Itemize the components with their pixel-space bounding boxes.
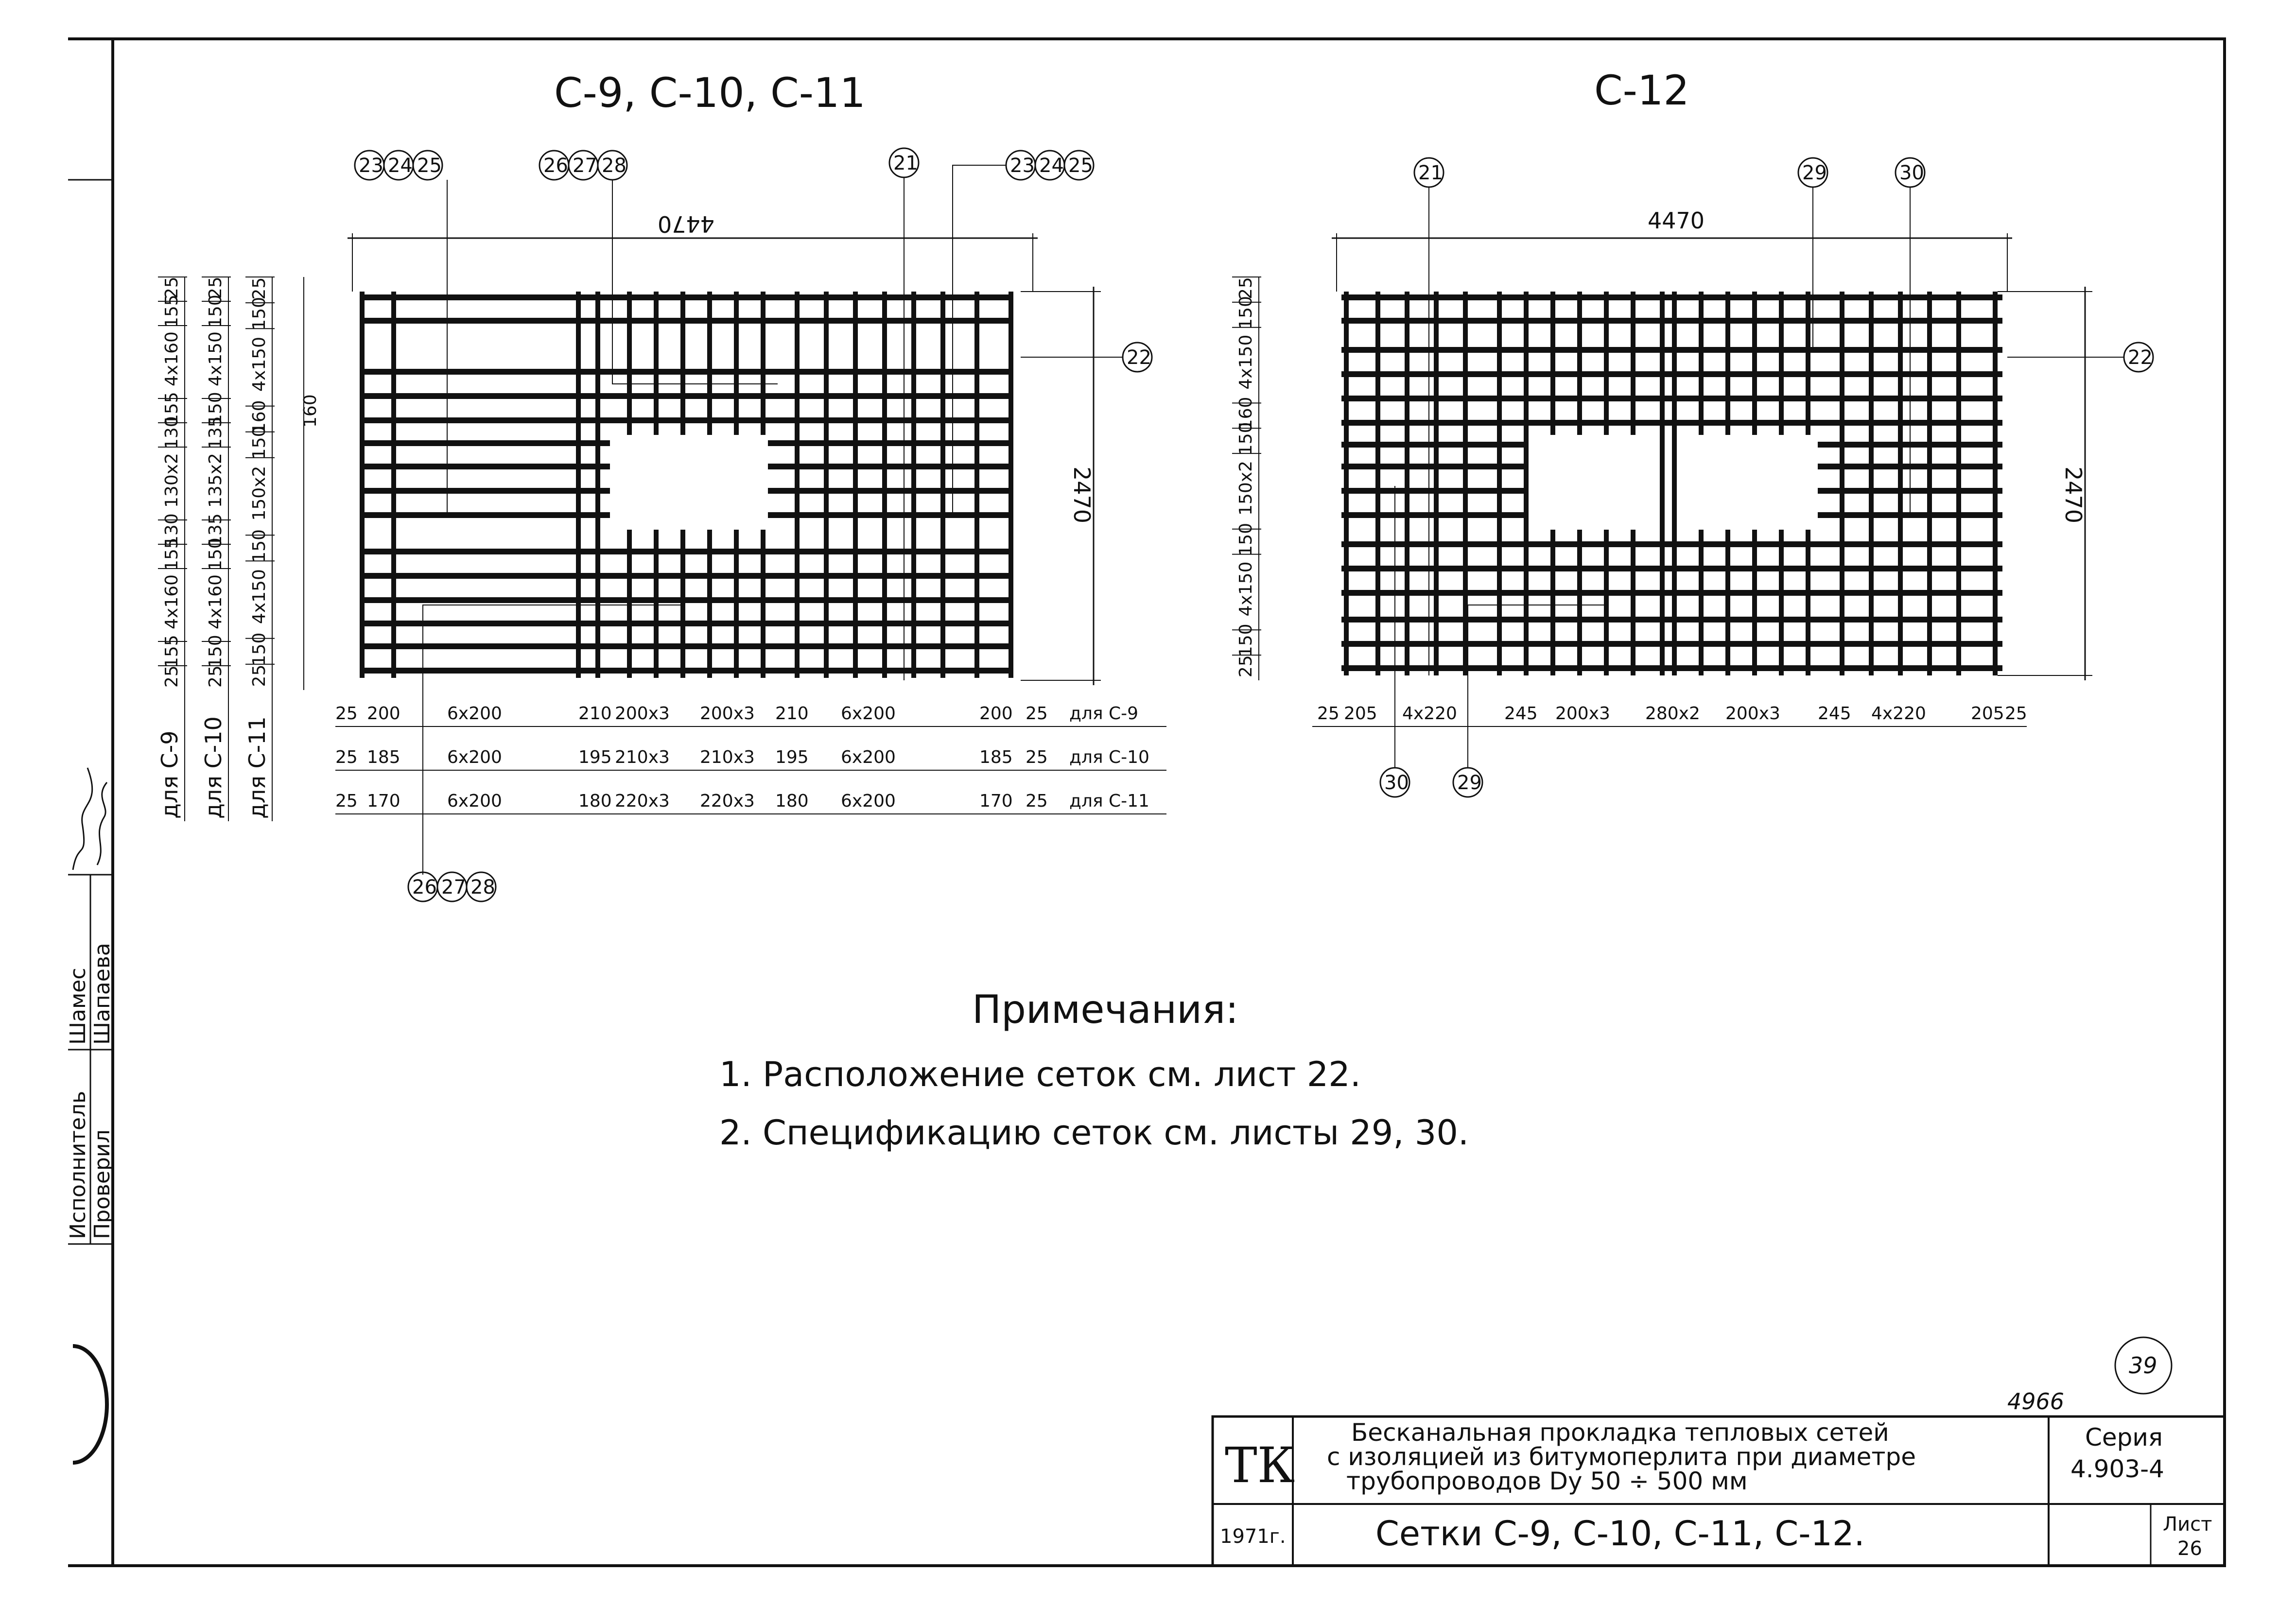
svg-text:28: 28	[470, 876, 495, 899]
svg-text:25: 25	[417, 155, 442, 177]
svg-text:26: 26	[543, 155, 568, 177]
left_vertical_dims.c10-item: 135	[206, 513, 226, 547]
left_horizontal_dims-c9-item: 200x3	[700, 704, 755, 724]
svg-text:39: 39	[2129, 1352, 2157, 1379]
svg-text:22: 22	[1127, 346, 1151, 369]
vdim-label-c10: для С-10	[200, 716, 226, 819]
stamp-name2: Шапаева	[90, 943, 115, 1045]
tb-desc-1: Бесканальная прокладка тепловых сетей	[1351, 1418, 1889, 1447]
left_vertical_dims.c10-item: 25	[206, 276, 226, 299]
left_horizontal_dims-c10-item: 195	[775, 747, 809, 767]
right_vertical_dims-item: 25	[1236, 277, 1256, 299]
svg-text:28: 28	[602, 155, 626, 177]
right_horizontal_dims-item: 4x220	[1402, 704, 1457, 724]
left_vertical_dims.c9-item: 155	[162, 392, 182, 425]
right-callout-side	[2007, 343, 2153, 372]
svg-text:26: 26	[412, 876, 437, 899]
left_horizontal_dims-c11-item: 170	[979, 791, 1013, 811]
left_vertical_dims.c9-item: 25	[162, 276, 182, 299]
left_horizontal_dims-c10-item: 6x200	[447, 747, 502, 767]
svg-text:23: 23	[1010, 155, 1035, 177]
note-2: 2. Спецификацию сеток см. листы 29, 30.	[719, 1113, 1469, 1153]
left_vertical_dims.c9-item: 4x160	[162, 574, 182, 629]
left_vertical_dims.c9-item: 155	[162, 294, 182, 328]
left_vertical_dims.c10-item: 135	[206, 416, 226, 449]
left_vertical_dims.c11-item: 150	[249, 632, 269, 666]
left-height-dim: 2470	[1069, 467, 1095, 524]
left_horizontal_dims-c9-item: 210	[775, 704, 809, 724]
sheet-frame	[113, 39, 2225, 1566]
right_vertical_dims-item: 150	[1236, 623, 1256, 657]
left_horizontal_dims-c10-item: 25	[335, 747, 358, 767]
left_horizontal_dims-c11-item: 6x200	[447, 791, 502, 811]
vdim-label-c9: для С-9	[157, 730, 183, 819]
left-horizontal-dims	[335, 704, 1166, 814]
right-horizontal-dims	[1312, 704, 2027, 726]
left_horizontal_dims-c11-item: 25	[1026, 791, 1048, 811]
right_horizontal_dims-item: 25	[1317, 704, 1339, 724]
left_horizontal_dims-c11-item: 180	[775, 791, 809, 811]
tb-org: ТК	[1225, 1437, 1295, 1494]
left_vertical_dims.c11-item: 160	[249, 400, 269, 434]
svg-text:30: 30	[1384, 772, 1409, 794]
left-callout-side	[1021, 343, 1152, 372]
binding-arc	[73, 1346, 107, 1463]
notes-heading: Примечания:	[972, 987, 1239, 1032]
right_horizontal_dims-item: 4x220	[1871, 704, 1926, 724]
left_vertical_dims.c10-item: 150	[206, 635, 226, 668]
tb-desc-2: с изоляцией из битумоперлита при диаметре	[1327, 1443, 1916, 1471]
right-callouts-top	[1414, 158, 1925, 675]
left_vertical_dims.c10-item: 4x150	[206, 331, 226, 386]
left_horizontal_dims-c9-item: для С-9	[1069, 704, 1139, 724]
right-vertical-dims	[1232, 277, 1261, 680]
right_vertical_dims-item: 4x150	[1236, 561, 1256, 617]
right_vertical_dims-item: 4x150	[1236, 334, 1256, 390]
right_vertical_dims-item: 160	[1236, 397, 1256, 431]
left_horizontal_dims-c11-item: 170	[367, 791, 400, 811]
right_vertical_dims-item: 150	[1236, 296, 1256, 329]
right_vertical_dims-item: 150x2	[1236, 461, 1256, 516]
right-width-dim: 4470	[1648, 207, 1705, 234]
left_horizontal_dims-c11-item: 180	[578, 791, 612, 811]
left_horizontal_dims-c9-item: 200x3	[615, 704, 670, 724]
left_vertical_dims.c11-item: 150	[249, 426, 269, 460]
right_horizontal_dims-item: 25	[2005, 704, 2027, 724]
left_vertical_dims.c10-item: 4x160	[206, 574, 226, 629]
svg-text:24: 24	[388, 155, 413, 177]
right_horizontal_dims-item: 205	[1971, 704, 2004, 724]
left-title: С-9, С-10, С-11	[554, 69, 866, 117]
left_vertical_dims.c11-item: 150x2	[249, 466, 269, 521]
left_vertical_dims.c9-item: 130x2	[162, 453, 182, 508]
left_vertical_dims.c11-item: 150	[249, 296, 269, 330]
right-mesh-grid	[1341, 292, 2002, 675]
stamp-role2: Проверил	[90, 1129, 115, 1239]
left_horizontal_dims-c11-item: 220x3	[615, 791, 670, 811]
stamp-role1: Исполнитель	[66, 1090, 90, 1239]
svg-text:21: 21	[893, 152, 918, 174]
left_vertical_dims.c9-item: 25	[162, 665, 182, 688]
right-title: С-12	[1594, 67, 1689, 114]
title-block	[1213, 1337, 2225, 1566]
left_horizontal_dims-c11-item: 25	[335, 791, 358, 811]
right_horizontal_dims-item: 200x3	[1555, 704, 1610, 724]
left_vertical_dims.c10-item: 150	[206, 294, 226, 328]
svg-text:24: 24	[1039, 155, 1064, 177]
svg-text:29: 29	[1802, 162, 1827, 184]
right_vertical_dims-item: 150	[1236, 522, 1256, 556]
left_horizontal_dims-c10-item: 185	[979, 747, 1013, 767]
svg-text:23: 23	[359, 155, 383, 177]
left_vertical_dims.c9-item: 4x160	[162, 331, 182, 386]
right_vertical_dims-item: 25	[1236, 655, 1256, 678]
left-callouts-top-right	[953, 151, 1094, 515]
svg-text:27: 27	[573, 155, 597, 177]
svg-text:30: 30	[1899, 162, 1924, 184]
right_horizontal_dims-item: 245	[1818, 704, 1851, 724]
svg-text:160: 160	[300, 394, 320, 428]
left_horizontal_dims-c10-item: 210x3	[700, 747, 755, 767]
left_vertical_dims.c9-item: 155	[162, 537, 182, 571]
left_vertical_dims.c11-item: 25	[249, 277, 269, 300]
left_vertical_dims.c9-item: 155	[162, 635, 182, 668]
svg-text:25: 25	[1068, 155, 1093, 177]
notes	[719, 987, 1469, 1153]
svg-text:22: 22	[2128, 346, 2153, 369]
left_horizontal_dims-c9-item: 200	[979, 704, 1013, 724]
left_horizontal_dims-c10-item: 25	[1026, 747, 1048, 767]
left_horizontal_dims-c9-item: 200	[367, 704, 400, 724]
left_horizontal_dims-c9-item: 210	[578, 704, 612, 724]
vdim-label-c11: для С-11	[244, 716, 270, 819]
left_vertical_dims.c11-item: 4x150	[249, 569, 269, 624]
left_vertical_dims.c10-item: 25	[206, 665, 226, 688]
left_horizontal_dims-c10-item: 6x200	[841, 747, 896, 767]
left-width-dim: 4470	[657, 211, 714, 237]
left_horizontal_dims-c9-item: 25	[1026, 704, 1048, 724]
left-mesh-grid	[360, 292, 1013, 678]
right_horizontal_dims-item: 205	[1344, 704, 1377, 724]
archive-number: 4966	[2007, 1388, 2065, 1415]
right_horizontal_dims-item: 245	[1504, 704, 1538, 724]
drawing-right	[1232, 67, 2153, 797]
left-callouts-top-left	[355, 151, 447, 515]
side-stamp	[66, 180, 115, 1463]
left_horizontal_dims-c11-item: 6x200	[841, 791, 896, 811]
svg-text:29: 29	[1457, 772, 1482, 794]
left_horizontal_dims-c11-item: для С-11	[1069, 791, 1149, 811]
tb-year: 1971г.	[1220, 1525, 1286, 1548]
left_vertical_dims.c9-item: 130	[162, 513, 182, 547]
signature-2	[97, 782, 107, 865]
signature-1	[73, 768, 92, 870]
tb-series-value: 4.903-4	[2070, 1455, 2164, 1483]
left_vertical_dims.c11-item: 4x150	[249, 337, 269, 392]
left_horizontal_dims-c10-item: 195	[578, 747, 612, 767]
left_vertical_dims.c11-item: 25	[249, 664, 269, 687]
left_horizontal_dims-c9-item: 6x200	[447, 704, 502, 724]
right_vertical_dims-item: 150	[1236, 422, 1256, 456]
left_horizontal_dims-c10-item: 210x3	[615, 747, 670, 767]
svg-text:21: 21	[1418, 162, 1443, 184]
right_horizontal_dims-item: 200x3	[1725, 704, 1780, 724]
left_vertical_dims.c11-item: 150	[249, 529, 269, 563]
left_vertical_dims.c10-item: 150	[206, 537, 226, 571]
left_horizontal_dims-c9-item: 6x200	[841, 704, 896, 724]
left_horizontal_dims-c10-item: для С-10	[1069, 747, 1149, 767]
left_vertical_dims.c10-item: 150	[206, 392, 226, 425]
drawing-left	[157, 69, 1166, 901]
tb-desc-3: трубопроводов Dу 50 ÷ 500 мм	[1346, 1467, 1748, 1495]
tb-sheet-label: Лист	[2163, 1513, 2212, 1536]
left-vertical-dims	[157, 276, 320, 821]
left_vertical_dims.c10-item: 135x2	[206, 453, 226, 508]
tb-sheet-number: 26	[2177, 1538, 2202, 1560]
right-height-dim: 2470	[2060, 467, 2087, 524]
left_vertical_dims.c9-item: 130	[162, 416, 182, 449]
tb-sheet-title: Сетки С-9, С-10, С-11, С-12.	[1375, 1514, 1865, 1554]
tb-series-label: Серия	[2085, 1423, 2163, 1451]
right_horizontal_dims-item: 280x2	[1645, 704, 1700, 724]
stamp-name1: Шамес	[66, 968, 90, 1045]
svg-text:27: 27	[441, 876, 466, 899]
left_horizontal_dims-c10-item: 185	[367, 747, 400, 767]
left_horizontal_dims-c9-item: 25	[335, 704, 358, 724]
note-1: 1. Расположение сеток см. лист 22.	[719, 1054, 1361, 1094]
left_horizontal_dims-c11-item: 220x3	[700, 791, 755, 811]
